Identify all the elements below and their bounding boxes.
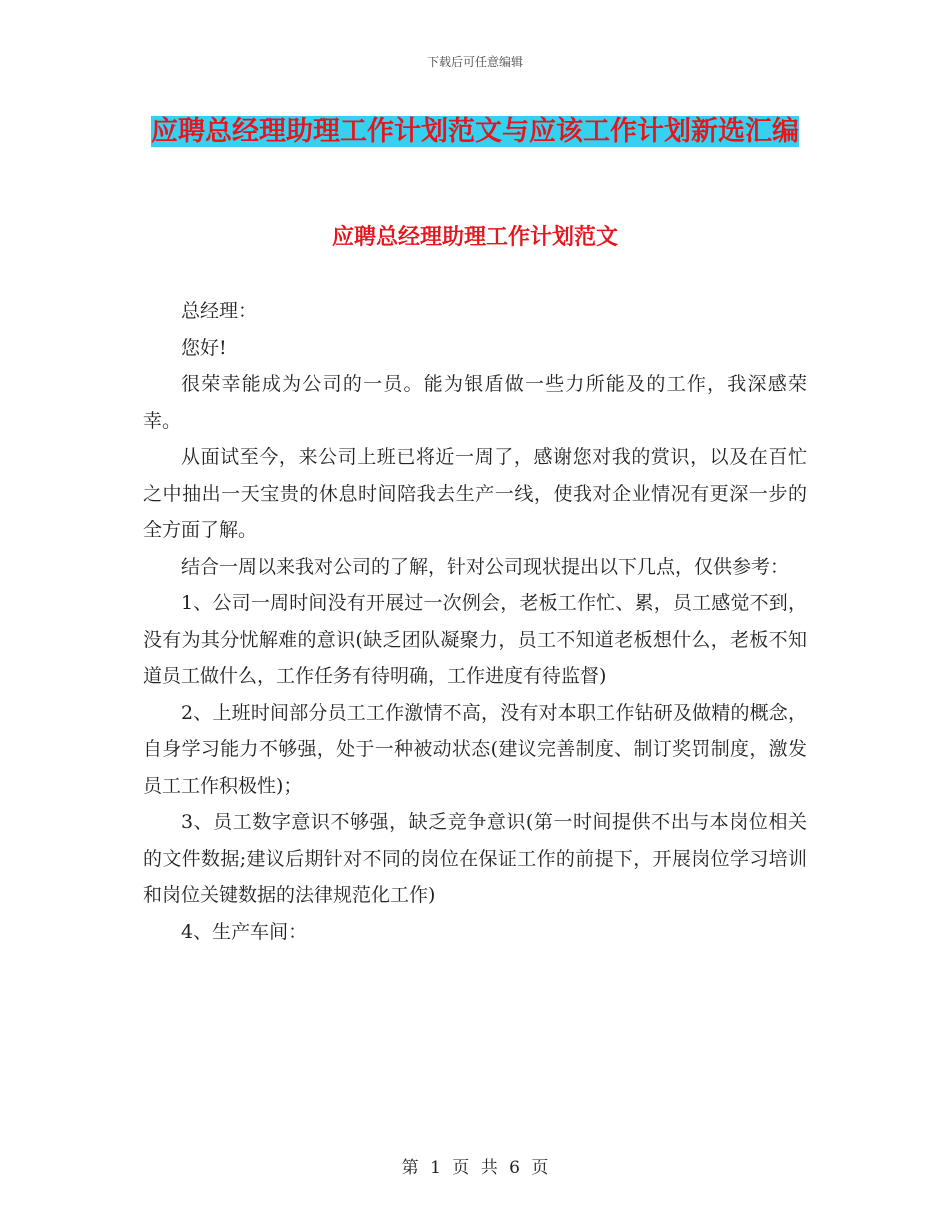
document-title-text: 应聘总经理助理工作计划范文与应该工作计划新选汇编 [151,116,799,147]
page-footer: 第 1 页 共 6 页 [401,1158,549,1178]
paragraph-point-2: 2、上班时间部分员工工作激情不高，没有对本职工作钻研及做精的概念，自身学习能力不够强，处于一种被动状态(建议完善制度、制订奖罚制度，激发员工工作积极性)； [143,701,807,797]
section-title: 应聘总经理助理工作计划范文 [331,225,618,250]
paragraph-point-4: 4、生产车间： [181,920,308,943]
paragraph-salutation: 总经理： [181,300,258,322]
header-note: 下载后可任意编辑 [426,55,523,69]
paragraph-greeting: 您好! [181,336,227,359]
paragraph-point-3: 3、员工数字意识不够强，缺乏竞争意识(第一时间提供不出与本岗位相关的文件数据;建议后期针对不同的岗位在保证工作的前提下，开展岗位学习培训和岗位关键数据的法律规范化工作) [143,811,807,906]
paragraph: 结合一周以来我对公司的了解，针对公司现状提出以下几点，仅供参考： [181,555,790,578]
document-body [143,293,807,950]
paragraph-point-1: 1、公司一周时间没有开展过一次例会，老板工作忙、累，员工感觉不到，没有为其分忧解难的意识(缺乏团队凝聚力，员工不知道老板想什么，老板不知道员工做什么，工作任务有待明确，工作进度有待监督) [143,592,807,687]
paragraph: 从面试至今，来公司上班已将近一周了，感谢您对我的赏识，以及在百忙之中抽出一天宝贵的休息时间陪我去生产一线，使我对企业情况有更深一步的全方面了解。 [143,446,807,541]
paragraph: 很荣幸能成为公司的一员。能为银盾做一些力所能及的工作，我深感荣幸。 [143,373,807,432]
document-title [143,110,807,154]
